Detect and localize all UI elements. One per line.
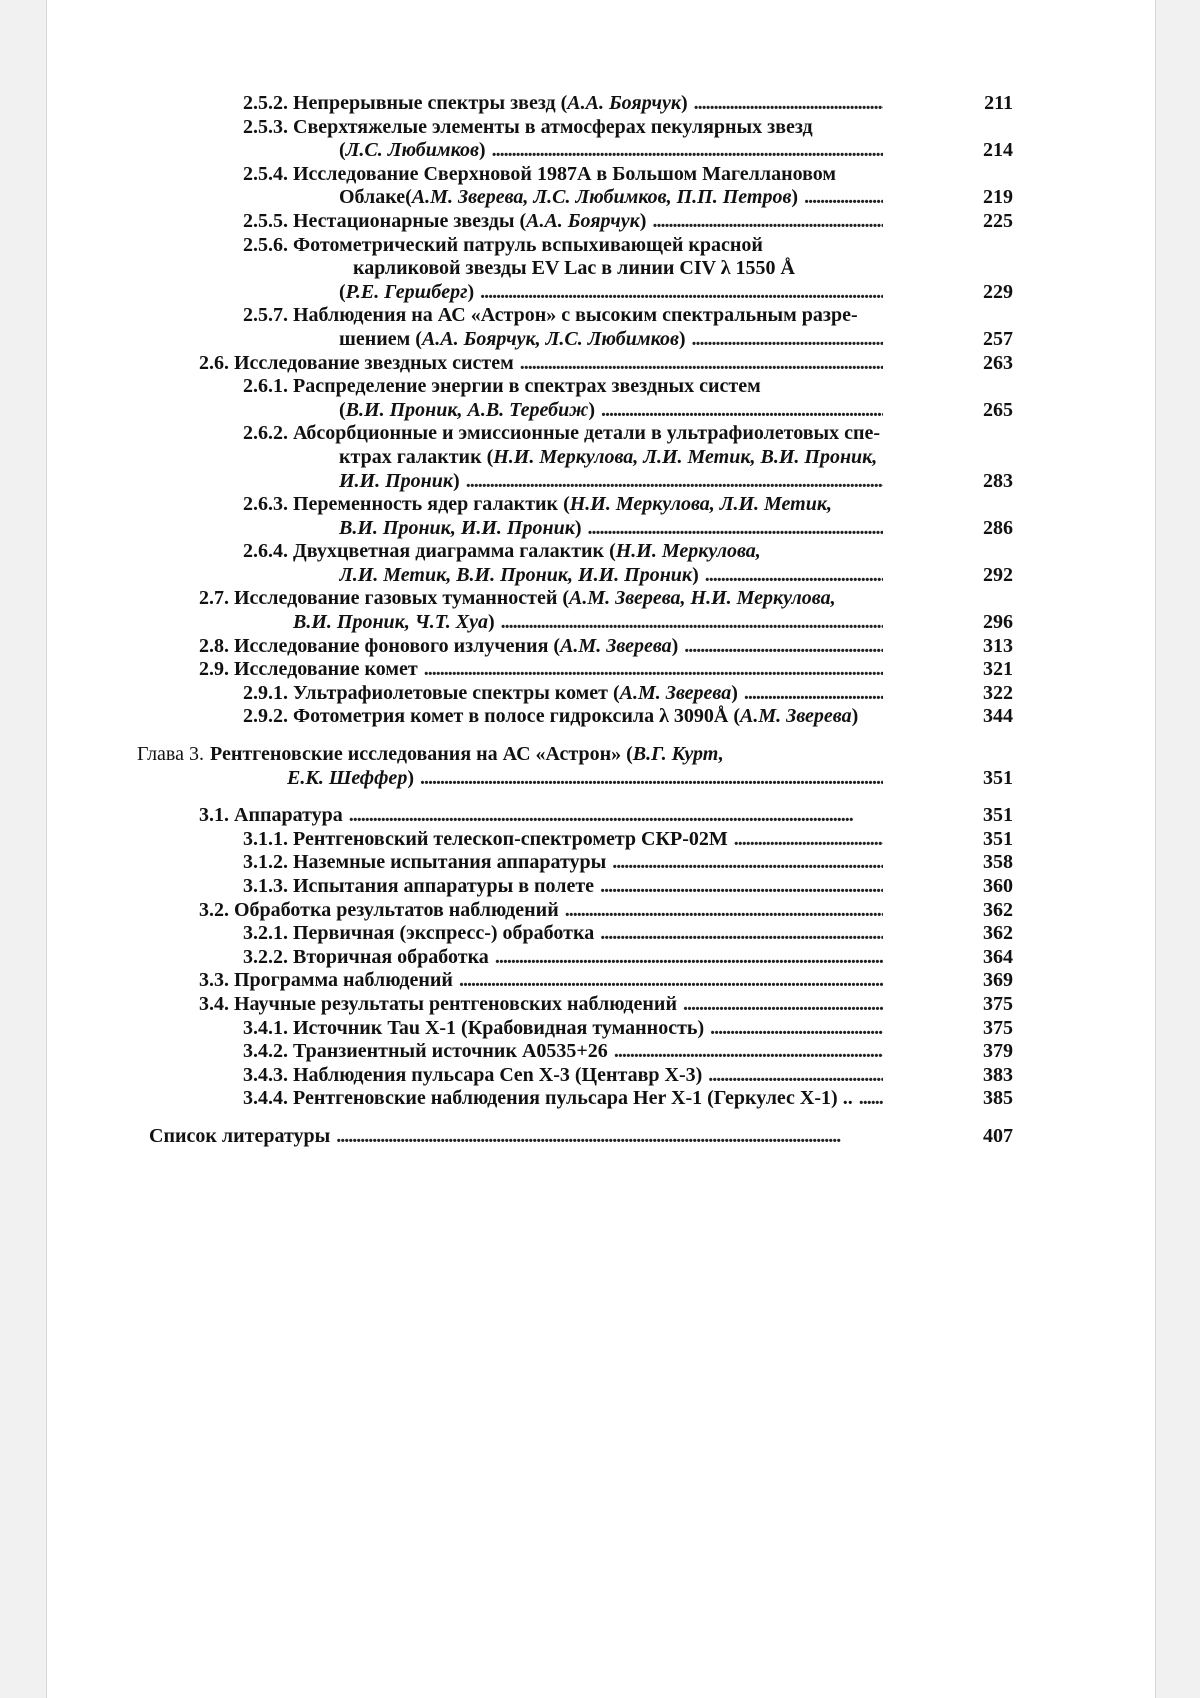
dot-leader [414, 767, 883, 791]
toc-entry-number: 2.5.2. [243, 92, 288, 114]
toc-entry-line [47, 281, 1155, 305]
toc-entry-authors: Л.С. Любимков [345, 139, 479, 162]
toc-page-number: 379 [983, 1040, 1013, 1063]
toc-page-number: 351 [983, 827, 1013, 850]
toc-entry-title: Фотометрический патруль вспыхивающей красной [293, 233, 763, 256]
toc-entry-line [47, 116, 1155, 140]
toc-entry-line [47, 257, 1155, 281]
toc-entry-line [47, 163, 1155, 187]
toc-entry-authors: В.И. Проник, А.В. Теребиж [345, 398, 589, 421]
toc-entry-title: Фотометрия комет в полосе гидроксила λ 3090Å (А.М. Зверева) [293, 705, 859, 728]
toc-entry-title: (Р.Е. Гершберг) [339, 280, 475, 303]
dot-leader [343, 804, 883, 828]
toc-entry-line [47, 375, 1155, 399]
dot-leader [460, 470, 883, 494]
toc-entry-number: 3.4.1. [243, 1016, 288, 1039]
toc-entry-title: В.И. Проник, И.И. Проник) [339, 516, 582, 539]
toc-entry-authors: Н.И. Меркулова, Л.И. Метик, В.И. Проник, [493, 445, 878, 468]
toc-entry-number: 3.3. [199, 969, 229, 992]
toc-entry-line [47, 767, 1155, 791]
dot-leader [688, 92, 883, 116]
table-of-contents [47, 92, 1155, 1149]
toc-entry-number: 2.6. [199, 351, 229, 374]
dot-leader [738, 682, 883, 706]
toc-entry-number: 3.4. [199, 992, 229, 1015]
dot-leader [678, 635, 883, 659]
dot-leader [728, 828, 883, 852]
toc-entry-number: 3.1.3. [243, 875, 288, 897]
toc-entry-authors: А.М. Зверева, Н.И. Меркулова, [569, 587, 836, 610]
toc-page-number: 358 [983, 851, 1013, 874]
dot-leader [594, 875, 883, 899]
toc-entry-line [47, 875, 1155, 899]
toc-entry-authors: А.М. Зверева [560, 634, 672, 657]
dot-leader [606, 851, 883, 875]
toc-page-number: 292 [983, 563, 1013, 586]
toc-page-number: 322 [983, 681, 1013, 704]
toc-entry-line [47, 139, 1155, 163]
toc-entry-title: Рентгеновский телескоп-спектрометр СКР-02М [293, 827, 728, 850]
dot-leader [608, 1040, 883, 1064]
toc-entry-title: (В.И. Проник, А.В. Теребиж) [339, 398, 595, 421]
toc-entry-title: В.И. Проник, Ч.Т. Хуа) [293, 611, 495, 634]
toc-entry-line [47, 564, 1155, 588]
toc-entry-number: 3.1.2. [243, 851, 288, 874]
toc-entry-number: 2.6.4. [243, 540, 288, 563]
toc-entry-title: Рентгеновские исследования на АС «Астрон» (В.Г. Курт, [210, 743, 724, 766]
dot-leader [704, 1017, 883, 1041]
dot-leader [853, 1087, 883, 1111]
toc-entry-title: Ультрафиолетовые спектры комет (А.М. Зверева) [293, 681, 738, 704]
toc-entry-title: И.И. Проник) [339, 469, 460, 492]
toc-page-number: 225 [983, 209, 1013, 232]
toc-entry-number: 3.4.2. [243, 1040, 288, 1063]
toc-page-number: 407 [983, 1124, 1013, 1147]
dot-leader [582, 517, 883, 541]
toc-page-number: 362 [983, 898, 1013, 921]
toc-entry-title: ктрах галактик (Н.И. Меркулова, Л.И. Метик, В.И. Проник, [339, 445, 878, 468]
toc-entry-number: 2.9.2. [243, 705, 288, 728]
toc-entry-authors: А.А. Боярчук, Л.С. Любимков [421, 327, 679, 350]
toc-entry-line [47, 611, 1155, 635]
toc-entry-authors: А.А. Боярчук [567, 92, 681, 114]
toc-entry-line [47, 92, 1155, 116]
dot-leader [495, 611, 883, 635]
toc-entry-line [47, 993, 1155, 1017]
toc-entry-line [47, 517, 1155, 541]
toc-entry-number: 2.6.3. [243, 493, 288, 516]
toc-entry-title: Исследование комет [234, 658, 418, 681]
toc-entry-title: Научные результаты рентгеновских наблюдений [234, 992, 677, 1015]
toc-entry-number: 3.4.3. [243, 1063, 288, 1086]
toc-page-number: 375 [983, 1016, 1013, 1039]
toc-entry-line [47, 1064, 1155, 1088]
toc-page-number: 369 [983, 969, 1013, 992]
toc-entry-line [47, 352, 1155, 376]
toc-entry-number: 3.2.1. [243, 922, 288, 945]
toc-entry-title: Источник Tau X-1 (Крабовидная туманность) [293, 1016, 705, 1039]
dot-leader [699, 564, 883, 588]
toc-entry-title: карликовой звезды EV Lac в линии CIV λ 1550 Å [353, 257, 795, 280]
toc-entry-authors: А.А. Боярчук [526, 209, 640, 232]
dot-leader [646, 210, 883, 234]
toc-entry-line [47, 328, 1155, 352]
dot-leader [486, 139, 883, 163]
toc-entry-number: 2.6.2. [243, 422, 288, 445]
toc-entry-title: Наблюдения пульсара Cen X-3 (Центавр X-3) [293, 1063, 703, 1086]
toc-entry-line [47, 1125, 1155, 1149]
toc-entry-line [47, 186, 1155, 210]
toc-entry-line [47, 658, 1155, 682]
toc-entry-line [47, 969, 1155, 993]
dot-leader [677, 993, 883, 1017]
toc-entry-title: Двухцветная диаграмма галактик (Н.И. Меркулова, [293, 540, 761, 563]
toc-entry-title: Непрерывные спектры звезд (А.А. Боярчук) [293, 92, 688, 114]
toc-entry-title: Наблюдения на АС «Астрон» с высоким спектральным разре- [293, 304, 858, 327]
dot-leader [686, 328, 883, 352]
document-page [46, 0, 1156, 1698]
toc-page-number: 360 [983, 875, 1013, 897]
toc-entry-authors: В.И. Проник, Ч.Т. Хуа [293, 611, 488, 634]
toc-entry-number: 2.5.7. [243, 304, 288, 327]
toc-page-number: 344 [983, 705, 1013, 728]
dot-leader [330, 1125, 883, 1149]
toc-page-number: 296 [983, 611, 1013, 634]
toc-entry-line [47, 234, 1155, 258]
toc-entry-title: Облаке(А.М. Зверева, Л.С. Любимков, П.П. Петров) [339, 186, 799, 209]
toc-entry-title: Е.К. Шеффер) [287, 766, 414, 789]
toc-page-number: 375 [983, 992, 1013, 1015]
toc-entry-number: 3.2.2. [243, 945, 288, 968]
toc-entry-number: 2.5.3. [243, 115, 288, 138]
toc-page-number: 364 [983, 945, 1013, 968]
toc-entry-number: 3.1. [199, 804, 229, 827]
toc-entry-line [47, 493, 1155, 517]
toc-entry-title: Испытания аппаратуры в полете [293, 875, 595, 897]
toc-entry-number: 2.9.1. [243, 681, 288, 704]
toc-entry-title: Абсорбционные и эмиссионные детали в ультрафиолетовых спе- [293, 422, 881, 445]
toc-entry-title: (Л.С. Любимков) [339, 139, 486, 162]
toc-page-number: 265 [983, 398, 1013, 421]
toc-page-number: 321 [983, 658, 1013, 681]
toc-page-number: 351 [983, 804, 1013, 827]
toc-entry-title: Исследование звездных систем [234, 351, 514, 374]
toc-entry-number: 3.1.1. [243, 827, 288, 850]
dot-leader [418, 658, 883, 682]
toc-entry-line [47, 399, 1155, 423]
toc-entry-line [47, 1040, 1155, 1064]
toc-entry-title: Нестационарные звезды (А.А. Боярчук) [293, 209, 647, 232]
toc-entry-title: Исследование газовых туманностей (А.М. Зверева, Н.И. Меркулова, [234, 587, 836, 610]
toc-page-number: 229 [983, 280, 1013, 303]
toc-page-number: 211 [984, 92, 1013, 114]
toc-entry-number: 2.5.4. [243, 162, 288, 185]
toc-entry-title: Аппаратура [234, 804, 343, 827]
toc-entry-number: Глава 3. [137, 743, 204, 766]
toc-entry-authors: Р.Е. Гершберг [345, 280, 468, 303]
toc-page-number: 286 [983, 516, 1013, 539]
toc-page-number: 257 [983, 327, 1013, 350]
toc-entry-authors: В.Г. Курт, [632, 743, 724, 766]
toc-entry-line [47, 922, 1155, 946]
toc-entry-line [47, 1017, 1155, 1041]
toc-entry-line [47, 828, 1155, 852]
toc-entry-number: 3.2. [199, 898, 229, 921]
toc-page-number: 283 [983, 469, 1013, 492]
dot-leader [453, 969, 883, 993]
toc-entry-line [47, 851, 1155, 875]
toc-entry-authors: А.М. Зверева [619, 681, 732, 704]
toc-entry-title: Рентгеновские наблюдения пульсара Her X-1 (Геркулес X-1) .. [293, 1087, 853, 1110]
dot-leader [594, 922, 883, 946]
toc-entry-title: Первичная (экспресс-) обработка [293, 922, 595, 945]
toc-page-number: 214 [983, 139, 1013, 162]
toc-entry-authors: А.М. Зверева [740, 705, 852, 728]
dot-leader [559, 899, 883, 923]
toc-entry-title: Исследование Сверхновой 1987А в Большом Магеллановом [293, 162, 837, 185]
toc-entry-line [47, 899, 1155, 923]
dot-leader [474, 281, 883, 305]
toc-entry-number: 2.5.5. [243, 209, 288, 232]
toc-entry-line [47, 422, 1155, 446]
toc-entry-title: Исследование фонового излучения (А.М. Зверева) [234, 634, 679, 657]
toc-entry-title: Л.И. Метик, В.И. Проник, И.И. Проник) [339, 563, 699, 586]
dot-leader [514, 352, 883, 376]
dot-leader [489, 946, 883, 970]
toc-entry-authors: Н.И. Меркулова, Л.И. Метик, [569, 493, 832, 516]
toc-entry-line [47, 540, 1155, 564]
toc-entry-number: 3.4.4. [243, 1087, 288, 1110]
toc-page-number: 362 [983, 922, 1013, 945]
toc-entry-title: шением (А.А. Боярчук, Л.С. Любимков) [339, 327, 686, 350]
toc-page-number: 383 [983, 1063, 1013, 1086]
toc-entry-number: 2.5.6. [243, 233, 288, 256]
toc-page-number: 385 [983, 1087, 1013, 1110]
toc-entry-line [47, 743, 1155, 767]
toc-entry-authors: А.М. Зверева, Л.С. Любимков, П.П. Петров [411, 186, 792, 209]
toc-entry-number: 2.6.1. [243, 375, 288, 398]
toc-entry-line [47, 804, 1155, 828]
toc-entry-authors: И.И. Проник [339, 469, 454, 492]
toc-page-number: 313 [983, 634, 1013, 657]
toc-entry-line [47, 682, 1155, 706]
toc-entry-line [47, 587, 1155, 611]
toc-entry-number: 2.7. [199, 587, 229, 610]
toc-entry-title: Программа наблюдений [234, 969, 453, 992]
toc-entry-title: Обработка результатов наблюдений [234, 898, 559, 921]
dot-leader [798, 186, 883, 210]
toc-entry-number: 2.9. [199, 658, 229, 681]
toc-entry-number: 2.8. [199, 634, 229, 657]
dot-leader [595, 399, 883, 423]
toc-entry-line [47, 304, 1155, 328]
toc-entry-line [47, 946, 1155, 970]
toc-entry-authors: Н.И. Меркулова, [615, 540, 761, 563]
toc-entry-title: Распределение энергии в спектрах звездных систем [293, 375, 761, 398]
toc-entry-line [47, 470, 1155, 494]
toc-entry-line [47, 705, 1155, 729]
toc-entry-title: Транзиентный источник А0535+26 [293, 1040, 608, 1063]
toc-entry-title: Переменность ядер галактик (Н.И. Меркулова, Л.И. Метик, [293, 493, 832, 516]
toc-entry-title: Наземные испытания аппаратуры [293, 851, 607, 874]
toc-page-number: 219 [983, 186, 1013, 209]
dot-leader [702, 1064, 883, 1088]
toc-entry-title: Сверхтяжелые элементы в атмосферах пекулярных звезд [293, 115, 813, 138]
toc-entry-line [47, 446, 1155, 470]
toc-entry-title: Список литературы [149, 1124, 331, 1147]
toc-entry-title: Вторичная обработка [293, 945, 489, 968]
toc-entry-authors: Л.И. Метик, В.И. Проник, И.И. Проник [339, 563, 693, 586]
toc-entry-authors: Е.К. Шеффер [287, 766, 408, 789]
toc-entry-authors: В.И. Проник, И.И. Проник [339, 516, 575, 539]
toc-entry-line [47, 1087, 1155, 1111]
toc-entry-line [47, 210, 1155, 234]
toc-page-number: 351 [983, 766, 1013, 789]
toc-entry-line [47, 635, 1155, 659]
toc-page-number: 263 [983, 351, 1013, 374]
